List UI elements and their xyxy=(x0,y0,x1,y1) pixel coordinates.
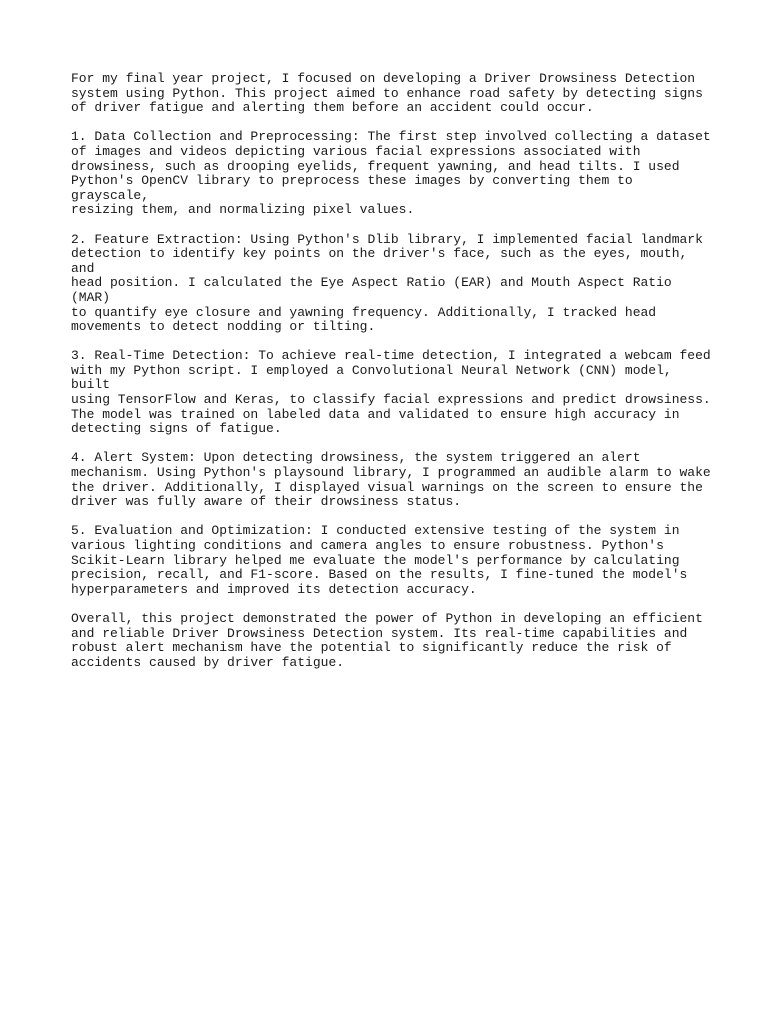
evaluation-paragraph: 5. Evaluation and Optimization: I conducted extensive testing of the system in various lighting conditions and camera angles to ensure robustness. Python's Scikit-Learn library helped me evaluate the model's performance by calculating precision, recall, and F1-score. Based on the results, I fine-tuned the model's hyperparameters and improved its detection accuracy. xyxy=(71,523,688,597)
real-time-detection-paragraph: 3. Real-Time Detection: To achieve real-time detection, I integrated a webcam feed with my Python script. I employed a Convolutional Neural Network (CNN) model, built using TensorFlow and Keras, to classify facial expressions and predict drowsiness. The model was trained on labeled data and validated to ensure high accuracy in detecting signs of fatigue. xyxy=(71,348,711,437)
feature-extraction-paragraph: 2. Feature Extraction: Using Python's Dlib library, I implemented facial landmark detection to identify key points on the driver's face, such as the eyes, mouth, and head position. I calculated the Eye Aspect Ratio (EAR) and Mouth Aspect Ratio (MAR) to quantify eye closure and yawning frequency. Additionally, I tracked head movements to detect nodding or tilting. xyxy=(71,231,703,335)
conclusion-paragraph: Overall, this project demonstrated the power of Python in developing an efficient and reliable Driver Drowsiness Detection system. Its real-time capabilities and robust alert mechanism have the potential to significantly reduce the risk of accidents caused by driver fatigue. xyxy=(71,610,703,670)
alert-system-paragraph: 4. Alert System: Upon detecting drowsiness, the system triggered an alert mechanism. Using Python's playsound library, I programmed an audible alarm to wake the driver. Additionally, I displayed visual warnings on the screen to ensure the driver was fully aware of their drowsiness status. xyxy=(71,450,711,510)
data-collection-paragraph: 1. Data Collection and Preprocessing: The first step involved collecting a dataset of images and videos depicting various facial expressions associated with drowsiness, such as drooping eyelids, frequent yawning, and head tilts. I used Python's OpenCV library to preprocess these images by converting them to grayscale, resizing them, and normalizing pixel values. xyxy=(71,129,711,218)
document-page xyxy=(71,72,711,685)
intro-paragraph: For my final year project, I focused on developing a Driver Drowsiness Detection system using Python. This project aimed to enhance road safety by detecting signs of driver fatigue and alerting them before an accident could occur. xyxy=(71,71,703,116)
